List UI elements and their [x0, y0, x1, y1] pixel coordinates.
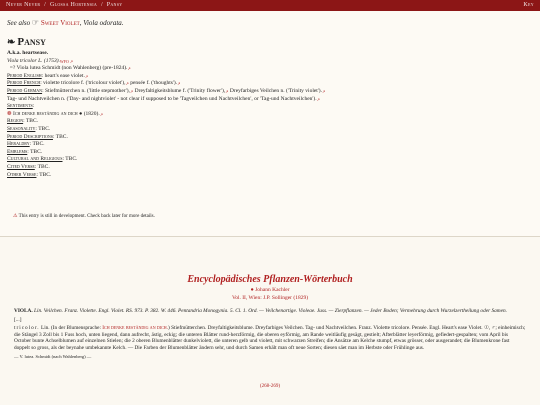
sentiments-label: Sentiments	[7, 103, 33, 110]
ellipsis: [...]	[14, 316, 22, 323]
period-german-value-4: Tag- und Nachtveilchen n. ('Day- and nightviolet' - not clear if supposed to be 'Tagveilchen und Nachtveilchen', or 'Tag-und Nachtveilchen').	[7, 95, 317, 102]
cultural-label: Cultural and Religious	[7, 156, 63, 163]
encyclopedia-text	[14, 308, 526, 362]
entry-title-text: Pansy	[17, 36, 46, 48]
other-verse-value: : TBC.	[36, 171, 52, 178]
synonym-note: — V. lutea. Schmidt (nach Wahlenberg) —	[14, 353, 92, 359]
sentiment-text: Ich denke beständig an dich	[12, 110, 78, 117]
development-notice-text: This entry is still in development. Check back later for more details.	[18, 214, 155, 219]
period-french-value: : violette tricolore f. ('tricolour violet'),	[40, 80, 126, 87]
period-english-value: : heart's ease violet.	[41, 72, 85, 79]
sentiment-date: ● (1820).	[79, 110, 100, 117]
period-french-label: Period French	[7, 80, 41, 87]
sentiment-link[interactable]: Ich denke beständig an dich.	[102, 325, 169, 332]
cited-verse-value: : TBC.	[34, 163, 50, 170]
other-verse-label: Other Verse	[7, 171, 37, 178]
development-notice	[13, 213, 155, 219]
period-german-value-3: Dreyfarbiges Veilchen n. ('Trinity violet').	[229, 87, 323, 94]
breadcrumb-never-never[interactable]: Never Never	[6, 2, 41, 8]
period-german-line	[7, 88, 527, 96]
encyclopedia-title: Encyclopädisches Pflanzen-Wörterbuch	[187, 274, 353, 285]
wfo-link[interactable]: WFO ↗	[59, 58, 74, 64]
latin-synonym: =? Viola lutea Schmidt (non Wahlenberg) (pre-1824).	[9, 65, 128, 72]
other-verse-line	[7, 172, 527, 180]
warning-icon: ⚠	[13, 214, 18, 219]
external-link-icon[interactable]: ↗	[177, 81, 181, 87]
region-label: Region	[7, 118, 24, 125]
breadcrumb-glossa-hortensia[interactable]: Glossa Hortensia	[49, 2, 98, 8]
period-english-label: Period English	[7, 72, 42, 79]
external-link-icon[interactable]: ↗	[99, 111, 104, 117]
sweet-violet-link[interactable]: Sweet Violet	[40, 19, 80, 27]
emblems-label: Emblems	[7, 148, 28, 155]
flower-bullet-icon: ❁	[7, 110, 12, 117]
breadcrumb-pansy: Pansy	[106, 2, 123, 8]
cited-verse-label: Cited Verse	[7, 163, 35, 170]
cultural-line	[7, 156, 527, 164]
period-descriptions-label: Period Descriptions	[7, 133, 53, 140]
external-link-icon[interactable]: ↗	[322, 88, 326, 94]
headword: VIOLA.	[14, 308, 33, 314]
top-navigation-bar	[0, 0, 540, 11]
period-german-value: : Stiefmütterchen n. ('little stepmother'),	[42, 87, 130, 94]
heraldry-line	[7, 141, 527, 149]
see-also-suffix: , Viola odorata.	[79, 19, 124, 27]
region-value: : TBC.	[23, 118, 39, 125]
external-link-icon[interactable]: ↗	[316, 96, 320, 102]
paragraph-text-a: Lin. (In der Blumensprache:	[40, 325, 101, 332]
entry-title	[7, 36, 527, 49]
period-german-line-2	[7, 96, 527, 104]
period-german-value-2: Dreyfaltigkeitsblume f. ('Trinity flower'),	[134, 87, 226, 94]
cultural-value: : TBC.	[62, 156, 78, 163]
external-link-icon[interactable]: ↗	[127, 66, 131, 72]
see-also-prefix: See also	[7, 19, 31, 27]
see-also-line	[7, 18, 124, 27]
page-reference: (268-269)	[260, 384, 280, 389]
emblems-value: : TBC.	[27, 148, 43, 155]
sentiments-heading: Sentiments:	[7, 103, 35, 110]
period-german-label: Period German	[7, 87, 43, 94]
breadcrumb-separator: /	[100, 2, 103, 8]
encyclopedia-volume: Vol. II, Wien: J.P. Sollinger (1829)	[231, 295, 309, 301]
region-line	[7, 118, 527, 126]
external-link-icon[interactable]: ↗	[84, 73, 89, 79]
encyclopedia-author[interactable]: ● Johann Kachler	[250, 287, 290, 293]
period-descriptions-line	[7, 134, 527, 142]
encyclopedia-paragraph-tricolor	[14, 325, 526, 351]
seasonality-value: : TBC.	[35, 125, 51, 132]
cited-verse-line	[7, 164, 527, 172]
heraldry-value: : TBC.	[29, 141, 45, 148]
period-french-value-2: pensée f. ('thoughts').	[130, 80, 178, 87]
pointing-hand-icon: ☞	[31, 18, 40, 27]
breadcrumb	[6, 0, 124, 11]
headword-tricolor: tricolor.	[14, 325, 40, 332]
paragraph-text-b: ) Stiefmütterchen. Dreyfaltigkeitsblume. Dreyfarbiges Veilchen. Tag- und Nachtveilchen. Franz. Violette tricolore. Pensée. Engl. Heart's ease Violet. ☉, ♂; einheimisch; die Stängel 3 Zoll bis 1 Fuss hoch, unten liegend, dann aufrecht, ästig, eckig; die unteren Blätter rund-herzförmig, die oberen eyförmig, am Rande weitläufig gesägt, gestielt; Afterblätter leyerförmig, gefiedert-gespalten; vom April bis October bunte Achselblumen auf einzelnen Stielen; die 2 oberen Blumenblätter dunkelviolett, die unteren gelb und violett, mit schwarzen Streifen; die Ansätze am Kelche stumpf, etwas grösser, oder ausgerandet; die Blumenkrone fast doppelt so gross, als der beynahe umbekannte Kelch. — Die Farben der Blumenblätter ändern sehr, und durch Samen erhält man oft neue Sorten; diesen säet man im Herbste oder Frühlinge aus.	[14, 325, 526, 351]
latin-name: Viola tricolor L. (1753).	[7, 57, 60, 64]
period-descriptions-value: : TBC.	[52, 133, 68, 140]
external-link-icon[interactable]: ↗	[225, 88, 229, 94]
seasonality-line	[7, 126, 527, 134]
period-french-line	[7, 80, 527, 88]
entry-body	[7, 36, 527, 179]
breadcrumb-separator: /	[44, 2, 47, 8]
heraldry-label: Heraldry	[7, 141, 30, 148]
aka-line: A.k.a. heartsease.	[7, 50, 49, 56]
paragraph-text: Lin. Veilchen. Franz. Violette. Engl. Violet. RS. 973. P. 382. W. 446. Pentandria Monogynia. 5. Cl. 1. Ord. — Veilchenartige. Violeae. Juss. — Zierpflanzen. — Jeder Boden; Vermehrung durch Wurzelzertheilung oder Samen.	[34, 308, 507, 314]
key-link[interactable]: Key	[523, 2, 534, 8]
emblems-line	[7, 149, 527, 157]
fleuron-icon: ❧	[7, 37, 16, 48]
external-link-icon[interactable]: ↗	[125, 81, 129, 87]
sentiment-item	[7, 111, 527, 119]
encyclopedia-paragraph	[14, 308, 526, 315]
seasonality-label: Seasonality	[7, 125, 36, 132]
external-link-icon[interactable]: ↗	[129, 88, 134, 94]
latin-synonym-line	[7, 65, 527, 73]
